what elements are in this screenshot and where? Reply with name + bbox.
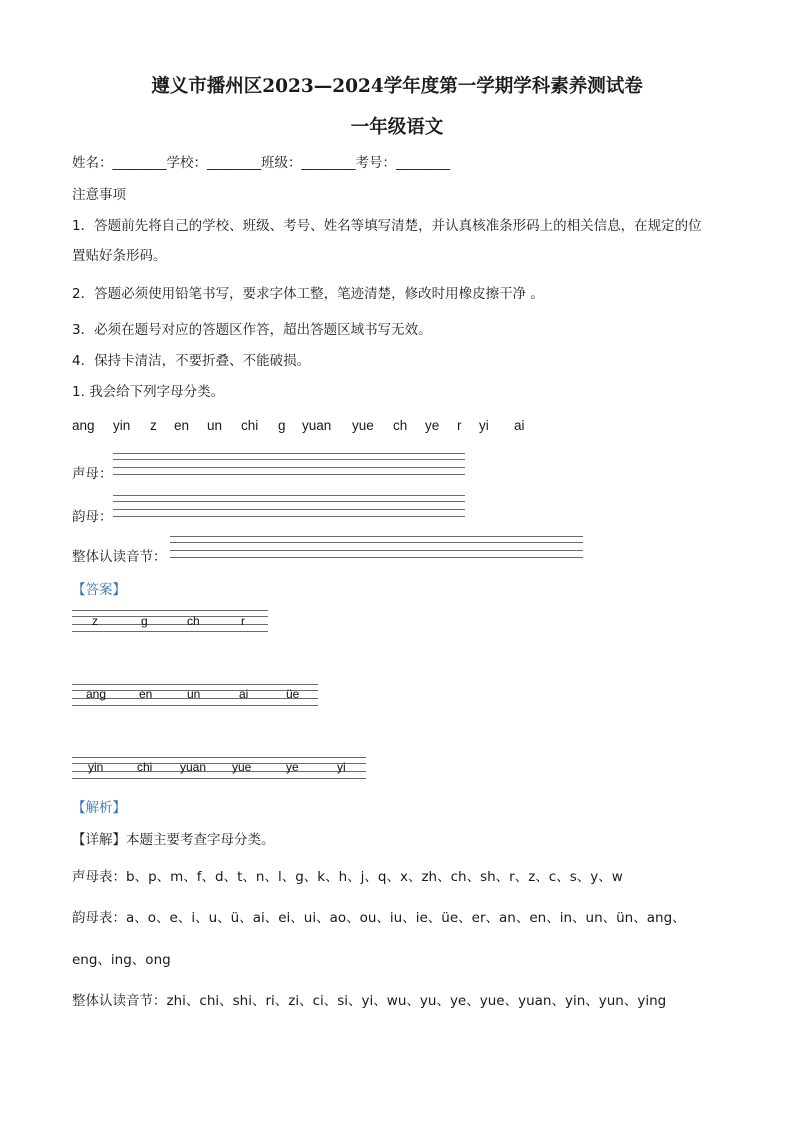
letter-item: yuan (302, 418, 332, 433)
answer-item: yi (337, 760, 346, 774)
answer-item: en (139, 687, 153, 701)
letter-item: chi (241, 418, 259, 433)
answer-heading: 【答案】 (72, 582, 126, 598)
letter-item: en (174, 418, 190, 433)
finals-table-line-2: eng、ing、ong (72, 952, 171, 968)
letter-item: r (457, 418, 462, 433)
answer-item: g (141, 614, 148, 628)
initials-table: 声母表：b、p、m、f、d、t、n、l、g、k、h、j、q、x、zh、ch、sh、r、z、c、s、y、w (72, 869, 623, 885)
notice-item: 置贴好条形码。 (72, 248, 167, 264)
initials-label: 声母： (72, 466, 113, 482)
analysis-heading: 【解析】 (72, 800, 126, 816)
answer-item: yuan (180, 760, 207, 774)
answer-item: ang (86, 687, 107, 701)
letter-item: un (207, 418, 223, 433)
answer-item: ye (286, 760, 299, 774)
letter-item: ye (425, 418, 440, 433)
finals-label: 韵母： (72, 509, 113, 525)
answer-item: z (92, 614, 98, 628)
answer-item: ai (239, 687, 249, 701)
notice-item: 4．保持卡清洁，不要折叠、不能破损。 (72, 353, 311, 369)
answer-item: üe (286, 687, 300, 701)
page-title: 遵义市播州区2023—2024学年度第一学期学科素养测试卷 (151, 76, 643, 97)
finals-table-line-1: 韵母表：a、o、e、i、u、ü、ai、ei、ui、ao、ou、iu、ie、üe、er、an、en、in、un、ün、ang、 (72, 910, 686, 926)
analysis-detail: 【详解】本题主要考查字母分类。 (72, 832, 275, 848)
page-subtitle: 一年级语文 (350, 117, 444, 138)
letter-item: yi (479, 418, 489, 433)
answer-item: chi (137, 760, 153, 774)
answer-item: un (187, 687, 201, 701)
answer-item: ch (187, 614, 200, 628)
letter-item: z (150, 418, 157, 433)
letter-item: yin (113, 418, 131, 433)
notice-heading: 注意事项 (72, 187, 126, 203)
letter-item: ang (72, 418, 95, 433)
notice-item: 2．答题必须使用铅笔书写，要求字体工整，笔迹清楚，修改时用橡皮擦干净 。 (72, 286, 544, 302)
letter-item: g (278, 418, 286, 433)
answer-item: yue (232, 760, 252, 774)
letter-item: yue (352, 418, 374, 433)
whole-syllable-table: 整体认读音节：zhi、chi、shi、ri、zi、ci、si、yi、wu、yu、ye、yue、yuan、yin、yun、ying (72, 993, 667, 1009)
whole-syllable-label: 整体认读音节： (72, 549, 167, 565)
letter-item: ch (393, 418, 408, 433)
question-text: 1. 我会给下列字母分类。 (72, 384, 225, 400)
answer-item: yin (88, 760, 104, 774)
answer-item: r (241, 614, 245, 628)
letter-item: ai (514, 418, 525, 433)
notice-item: 3．必须在题号对应的答题区作答，超出答题区域书写无效。 (72, 322, 432, 338)
student-info-line: 姓名：________学校：________班级：________考号：________ (72, 155, 450, 171)
notice-item: 1．答题前先将自己的学校、班级、考号、姓名等填写清楚，并认真核准条形码上的相关信息，在规定的位 (72, 218, 702, 234)
